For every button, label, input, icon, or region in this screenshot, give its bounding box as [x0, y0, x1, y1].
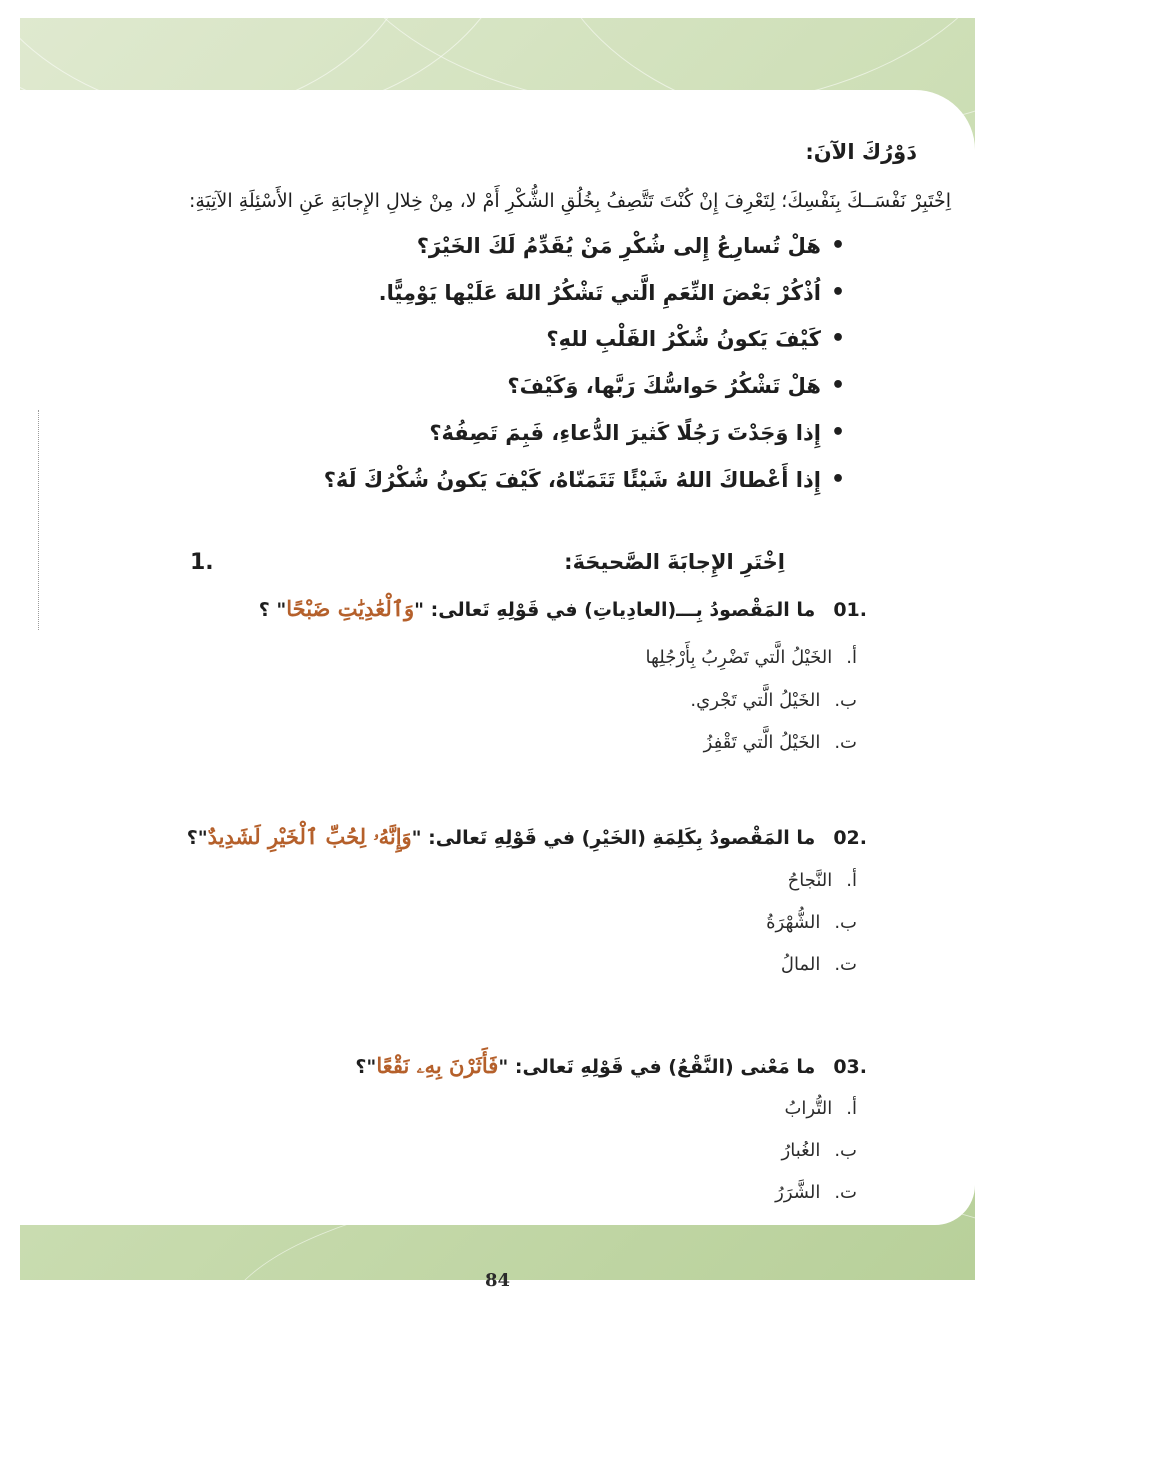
bullet-text: إِذا وَجَدْتَ رَجُلًا كَثيرَ الدُّعاءِ، فَبِمَ تَصِفُهُ؟: [429, 420, 821, 445]
intro-text: اِخْتَبِرْ نَفْسَــكَ بِنَفْسِكَ؛ لِتَعْرِفَ إِنْ كُنْتَ تَتَّصِفُ بِخُلُقِ الشُّكْرِ أَمْ لا، مِنْ خِلالِ الإِجابَةِ عَنِ الأَسْئِلَةِ الآتِيَةِ:: [188, 190, 951, 212]
bullet-item: [507, 373, 845, 398]
quran-verse: وَٱلْعَٰدِيَٰتِ ضَبْحًا: [286, 596, 415, 621]
choice-letter: ت.: [834, 954, 857, 975]
choice-text: الشَّرَرُ: [775, 1182, 821, 1203]
quran-verse: فَأَثَرْنَ بِهِۦ نَقْعًا: [376, 1053, 499, 1078]
bullet-item: [429, 420, 845, 445]
choice-letter: أ.: [846, 1098, 857, 1119]
bullet-item: [417, 233, 845, 258]
choice-text: النَّجاحُ: [787, 870, 833, 891]
choice-letter: ب.: [834, 1140, 857, 1161]
choice-2c: [781, 954, 857, 975]
choice-text: الخَيْلُ الَّتي تَضْرِبُ بِأَرْجُلِها: [645, 647, 833, 668]
question-3: [355, 1053, 867, 1079]
bullet-text: هَلْ تُسارِعُ إِلى شُكْرِ مَنْ يُقَدِّمُ لَكَ الخَيْرَ؟: [416, 233, 821, 258]
section-number: 1.: [190, 550, 214, 575]
choice-1a: [645, 647, 857, 668]
question-text: ما مَعْنى (النَّقْعُ) في قَوْلِهِ تَعالى: "فَأَثَرْنَ بِهِۦ نَقْعًا"؟: [355, 1053, 816, 1078]
choice-3c: [775, 1182, 857, 1203]
choice-letter: ب.: [834, 912, 857, 933]
choice-text: الخَيْلُ الَّتي تَقْفِزُ: [703, 732, 821, 753]
choice-text: الشُّهْرَةُ: [766, 912, 821, 933]
choice-1b: [690, 690, 857, 711]
bullet-text: اُذْكُرْ بَعْضَ النِّعَمِ الَّتي تَشْكُرُ اللهَ عَلَيْها يَوْمِيًّا.: [378, 280, 821, 305]
content-card: [20, 90, 975, 1225]
margin-dots: [38, 410, 41, 630]
choice-1c: [704, 732, 857, 753]
choice-letter: أ.: [846, 870, 857, 891]
choice-letter: ت.: [834, 732, 857, 753]
question-text: ما المَقْصودُ بِكَلِمَةِ (الخَيْرِ) في قَوْلِهِ تَعالى: "وَإِنَّهُۥ لِحُبِّ ٱلْخَيْرِ لَشَدِيدٌ"؟: [186, 824, 816, 849]
choice-letter: أ.: [846, 647, 857, 668]
bullet-icon: •: [830, 373, 845, 398]
quran-verse: وَإِنَّهُۥ لِحُبِّ ٱلْخَيْرِ لَشَدِيدٌ: [207, 824, 412, 849]
question-1: [259, 596, 867, 621]
choice-letter: ت.: [834, 1182, 857, 1203]
choice-text: التُّرابُ: [784, 1098, 833, 1119]
question-number: 01.: [833, 599, 867, 621]
choice-text: الغُبارُ: [781, 1140, 821, 1161]
choice-3b: [782, 1140, 857, 1161]
question-number: 03.: [833, 1056, 867, 1078]
choice-letter: ب.: [834, 690, 857, 711]
page-number: 84: [484, 1270, 511, 1291]
choice-3a: [784, 1098, 857, 1119]
bullet-item: [546, 326, 845, 351]
question-text: ما المَقْصودُ بِـــ(العادِياتِ) في قَوْلِهِ تَعالى: "وَٱلْعَٰدِيَٰتِ ضَبْحًا" ؟: [258, 596, 816, 621]
bullet-text: كَيْفَ يَكونُ شُكْرُ القَلْبِ للهِ؟: [546, 326, 821, 351]
section-title: اِخْتَرِ الإِجابَةَ الصَّحيحَةَ:: [564, 550, 785, 574]
bullet-item: [324, 467, 845, 492]
section-heading: دَوْرُكَ الآنَ:: [805, 140, 917, 164]
question-number: 02.: [833, 827, 867, 849]
choice-text: الخَيْلُ الَّتي تَجْري.: [690, 690, 821, 711]
bullet-item: [379, 280, 845, 305]
bullet-icon: •: [830, 420, 845, 445]
choice-2b: [766, 912, 857, 933]
bullet-icon: •: [830, 467, 845, 492]
bullet-text: هَلْ تَشْكُرُ حَواسُّكَ رَبَّها، وَكَيْفَ؟: [507, 373, 821, 398]
bullet-icon: •: [830, 280, 845, 305]
bullet-icon: •: [830, 326, 845, 351]
page-frame: [20, 18, 975, 1291]
choice-text: المالُ: [780, 954, 821, 975]
bullet-text: إِذا أَعْطاكَ اللهُ شَيْئًا تَتَمَنّاهُ، كَيْفَ يَكونُ شُكْرُكَ لَهُ؟: [323, 467, 821, 492]
question-2: [187, 824, 867, 850]
choice-2a: [788, 870, 857, 891]
bullet-icon: •: [830, 233, 845, 258]
